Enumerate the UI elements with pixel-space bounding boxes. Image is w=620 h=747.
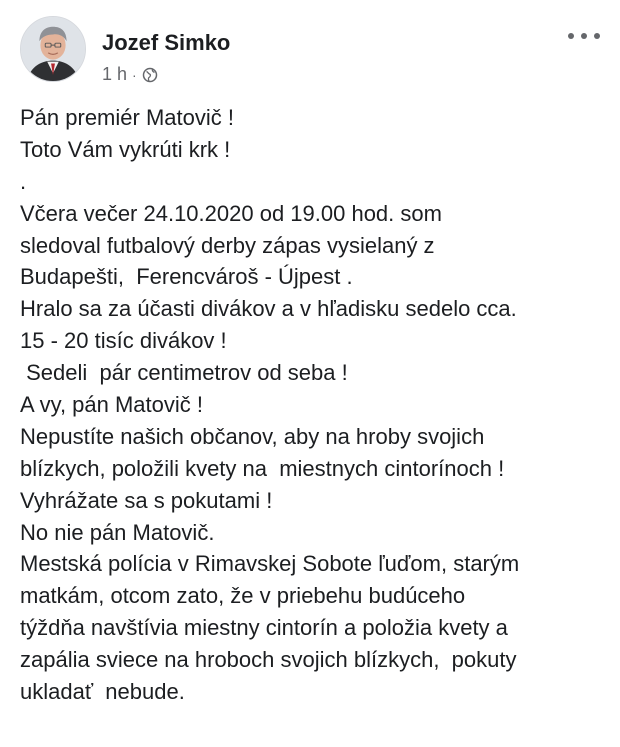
post-line: zapália sviece na hroboch svojich blízkych, pokuty: [20, 647, 517, 673]
post-line: Mestská polícia v Rimavskej Sobote ľuďom, starým: [20, 551, 520, 577]
post-line: .: [20, 168, 27, 194]
post-body: [20, 102, 610, 708]
post-line: matkám, otcom zato, že v priebehu budúceho: [20, 583, 466, 609]
post-line: No nie pán Matovič.: [20, 519, 215, 545]
avatar-portrait-icon: [21, 17, 85, 81]
globe-icon[interactable]: [142, 67, 158, 83]
post-line: Hralo sa za účasti divákov a v hľadisku sedelo cca.: [20, 296, 517, 322]
post-line: blízkych, položili kvety na miestnych cintorínoch !: [20, 455, 505, 481]
author-name[interactable]: Jozef Simko: [102, 30, 231, 55]
post-line: Nepustíte našich občanov, aby na hroby svojich: [20, 423, 485, 449]
post-header: [20, 16, 600, 88]
post-line: A vy, pán Matovič !: [20, 392, 204, 418]
meta-separator: ·: [132, 66, 137, 83]
post-line: Pán premiér Matovič !: [20, 105, 234, 130]
post-meta: [102, 64, 158, 85]
more-dot: [568, 33, 574, 39]
post-line: sledoval futbalový derby zápas vysielaný z: [20, 232, 435, 258]
post-line: Budapešti, Ferencvároš - Újpest .: [20, 264, 353, 290]
post-line: ukladať nebude.: [20, 679, 185, 705]
post-line: 15 - 20 tisíc divákov !: [20, 328, 227, 354]
more-dot: [594, 33, 600, 39]
post-line: Včera večer 24.10.2020 od 19.00 hod. som: [20, 200, 442, 226]
post-time[interactable]: 1 h: [102, 64, 128, 84]
more-horizontal-icon[interactable]: [568, 28, 600, 44]
more-dot: [581, 33, 587, 39]
post-line: Vyhrážate sa s pokutami !: [20, 487, 273, 513]
post-line: Toto Vám vykrúti krk !: [20, 136, 231, 162]
author-avatar[interactable]: [20, 16, 86, 82]
post-line: Sedeli pár centimetrov od seba !: [20, 360, 348, 386]
post-line: týždňa navštívia miestny cintorín a položia kvety a: [20, 615, 508, 641]
